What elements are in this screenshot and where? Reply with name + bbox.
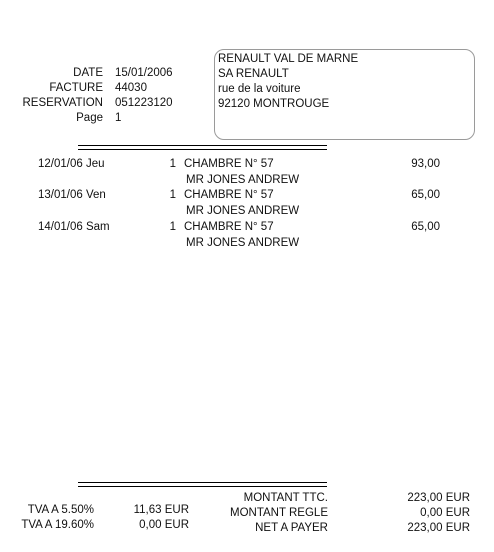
line-description: CHAMBRE N° 57 (184, 221, 274, 233)
tax-amount: 11,63 EUR (133, 504, 189, 516)
line-guest: MR JONES ANDREW (186, 237, 300, 249)
footer-rule-top (78, 482, 327, 483)
line-date: 13/01/06 Ven (38, 189, 106, 201)
page-label: Page (76, 112, 103, 124)
address-line-2: SA RENAULT (218, 68, 289, 80)
tax-rate-label: TVA A 5.50% (27, 504, 94, 516)
line-description: CHAMBRE N° 57 (184, 189, 274, 201)
amount-due-label: NET A PAYER (255, 522, 328, 534)
line-amount: 93,00 (411, 158, 440, 170)
page-number: 1 (115, 112, 122, 124)
header-rule-top (78, 145, 327, 146)
total-ttc-value: 223,00 EUR (407, 492, 470, 504)
date-value: 15/01/2006 (115, 67, 173, 79)
reservation-number: 051223120 (115, 97, 173, 109)
amount-due-value: 223,00 EUR (407, 522, 470, 534)
amount-paid-value: 0,00 EUR (420, 507, 470, 519)
tax-rate-label: TVA A 19.60% (21, 519, 94, 531)
address-line-4: 92120 MONTROUGE (218, 98, 330, 110)
line-guest: MR JONES ANDREW (186, 205, 300, 217)
line-description: CHAMBRE N° 57 (184, 158, 274, 170)
line-quantity: 1 (169, 221, 176, 233)
line-amount: 65,00 (411, 221, 440, 233)
address-line-1: RENAULT VAL DE MARNE (218, 53, 359, 65)
reservation-label: RESERVATION (22, 97, 103, 109)
amount-paid-label: MONTANT REGLE (230, 507, 328, 519)
line-quantity: 1 (169, 189, 176, 201)
tax-amount: 0,00 EUR (139, 519, 189, 531)
footer-rule-bottom (78, 486, 327, 487)
line-date: 12/01/06 Jeu (38, 158, 105, 170)
invoice-label: FACTURE (49, 82, 103, 94)
date-label: DATE (73, 67, 103, 79)
line-quantity: 1 (169, 158, 176, 170)
line-amount: 65,00 (411, 189, 440, 201)
invoice-number: 44030 (115, 82, 147, 94)
address-line-3: rue de la voiture (218, 83, 301, 95)
line-guest: MR JONES ANDREW (186, 174, 300, 186)
total-ttc-label: MONTANT TTC. (243, 492, 328, 504)
line-date: 14/01/06 Sam (38, 221, 110, 233)
header-rule-bottom (78, 149, 327, 150)
